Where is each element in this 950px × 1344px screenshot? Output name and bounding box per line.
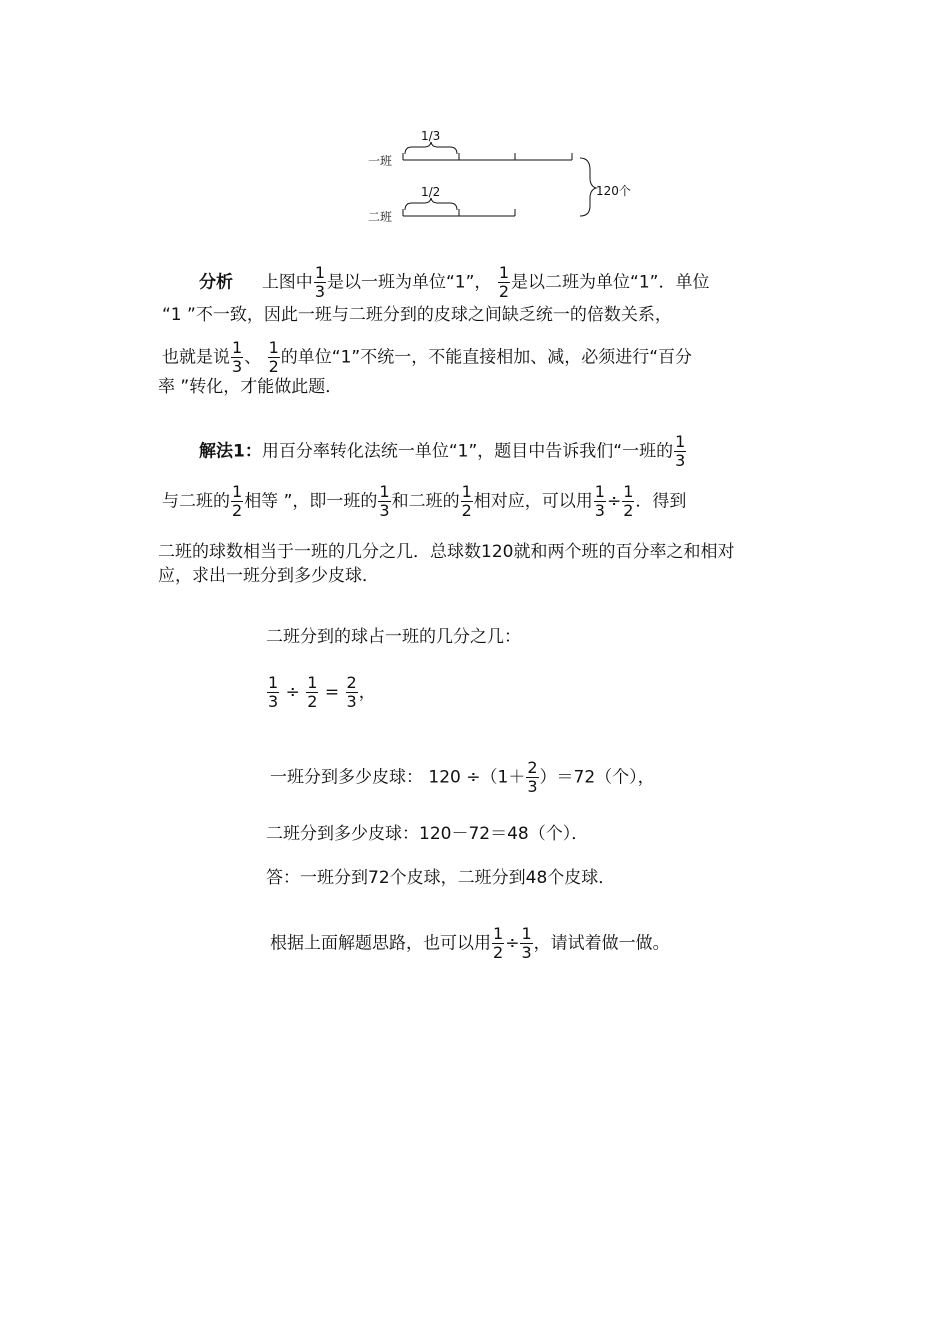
label-one-half: 1/2 xyxy=(421,185,441,199)
fraction-1-2: $\frac{1}{2}$ xyxy=(461,482,472,520)
fraction-2-3: $\frac{2}{3}$ xyxy=(346,673,357,711)
fraction-1-3: $\frac{1}{3}$ xyxy=(594,482,605,520)
fraction-1-2: $\frac{1}{2}$ xyxy=(493,924,504,962)
analysis-line-1: 分析 上图中 $\frac{1}{3}$ 是以一班为单位“1”， $\frac{1}{2}$ 是以二班为单位“1”．单位 xyxy=(199,263,710,301)
analysis-heading: 分析 xyxy=(199,272,233,293)
fraction-2-3: $\frac{2}{3}$ xyxy=(527,758,538,796)
label-class-two: 二班 xyxy=(368,210,393,224)
fraction-1-3: $\frac{1}{3}$ xyxy=(232,338,243,376)
solution-step-1: 二班分到的球占一班的几分之几： xyxy=(266,627,521,647)
label-one-third: 1/3 xyxy=(421,129,441,143)
fraction-1-3: $\frac{1}{3}$ xyxy=(268,673,279,711)
diagram-lines xyxy=(0,0,950,240)
label-class-one: 一班 xyxy=(368,154,393,168)
fraction-1-3: $\frac{1}{3}$ xyxy=(521,924,532,962)
fraction-1-3: $\frac{1}{3}$ xyxy=(675,432,686,470)
fraction-1-2: $\frac{1}{2}$ xyxy=(498,263,510,301)
solution-step-4: 二班分到多少皮球：120－72＝48（个）． xyxy=(266,824,589,844)
fraction-1-3: $\frac{1}{3}$ xyxy=(314,263,325,301)
analysis-line-4: 率 ”转化，才能做此题． xyxy=(158,377,343,397)
fraction-1-2: $\frac{1}{2}$ xyxy=(268,338,279,376)
analysis-line-3: 也就是说 $\frac{1}{3}$ 、 $\frac{1}{2}$ 的单位“1”不统一，不能直接相加、减，必须进行“百分 xyxy=(162,338,693,376)
method-line-4: 应，求出一班分到多少皮球． xyxy=(158,566,379,586)
fraction-1-2: $\frac{1}{2}$ xyxy=(623,482,634,520)
method-line-3: 二班的球数相当于一班的几分之几．总球数120就和两个班的百分率之和相对 xyxy=(158,542,735,562)
method-line-1: 解法1：用百分率转化法统一单位“1”，题目中告诉我们“一班的 $\frac{1}{3}$ xyxy=(199,432,686,470)
solution-step-3: 一班分到多少皮球： 120 ÷（1＋ $\frac{2}{3}$ ）＝72（个）， xyxy=(270,758,655,796)
solution-hint: 根据上面解题思路，也可以用 $\frac{1}{2}$ ÷ $\frac{1}{3}$ ，请试着做一做。 xyxy=(270,924,670,962)
method-line-2: 与二班的 $\frac{1}{2}$ 相等 ”，即一班的 $\frac{1}{3}$ 和二班的 $\frac{1}{2}$ 相对应，可以用 $\frac{1}{3}$ ÷ $\frac{1}{2}$ ．得到 xyxy=(162,482,687,520)
method-heading: 解法1： xyxy=(199,441,262,462)
fraction-1-3: $\frac{1}{3}$ xyxy=(379,482,390,520)
fraction-1-2: $\frac{1}{2}$ xyxy=(232,482,243,520)
solution-answer: 答：一班分到72个皮球，二班分到48个皮球． xyxy=(266,868,616,888)
label-total-120: 120个 xyxy=(596,184,631,198)
fraction-1-2: $\frac{1}{2}$ xyxy=(307,673,318,711)
solution-step-2: $\frac{1}{3}$ ÷ $\frac{1}{2}$ = $\frac{2}{3}$ ， xyxy=(268,673,376,711)
analysis-line-2: “1 ”不一致，因此一班与二班分到的皮球之间缺乏统一的倍数关系， xyxy=(162,305,672,325)
